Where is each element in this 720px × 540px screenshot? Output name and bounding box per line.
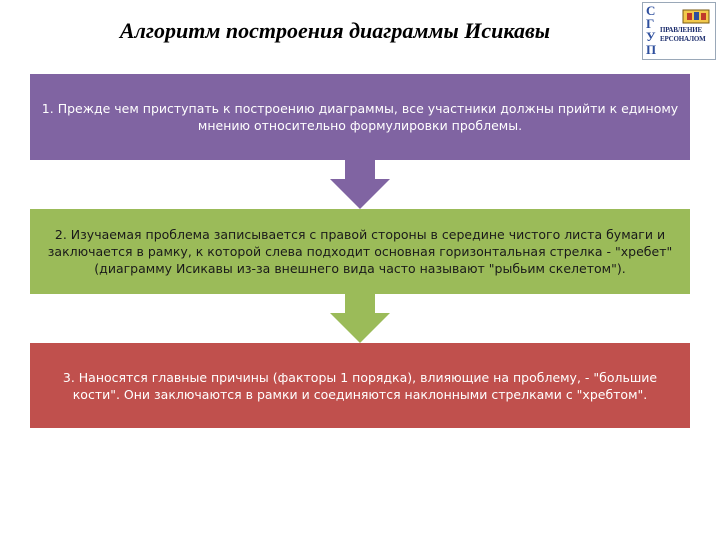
page-title: Алгоритм построения диаграммы Исикавы — [119, 18, 551, 43]
arrow-down-icon — [330, 294, 390, 343]
step-3-box — [30, 343, 690, 428]
step-2-box — [30, 209, 690, 294]
arrow-down-icon — [330, 160, 390, 209]
step-1-text: 1. Прежде чем приступать к построению диаграммы, все участники должны прийти к единому мнению относительно формулировки проблемы. — [41, 101, 679, 133]
logo-emblem-icon — [681, 7, 711, 25]
step-1-box — [30, 74, 690, 160]
logo-caption: ПРАВЛЕНИЕ ЕРСОНАЛОМ — [660, 26, 706, 43]
step-2-text: 2. Изучаемая проблема записывается с правой стороны в середине чистого листа бумаги и заключается в рамку, к которой слева подходит основная горизонтальная стрелка - "хребет" (диаграмму Исикавы из-за внешнего вида часто называют "рыбьим скелетом"). — [47, 227, 673, 276]
logo-letters: С Г У П — [646, 3, 657, 57]
organization-logo — [642, 2, 716, 60]
step-3-text: 3. Наносятся главные причины (факторы 1 порядка), влияющие на проблему, - "большие кости". Они заключаются в рамки и соединяются наклонными стрелками с "хребтом". — [62, 369, 658, 402]
